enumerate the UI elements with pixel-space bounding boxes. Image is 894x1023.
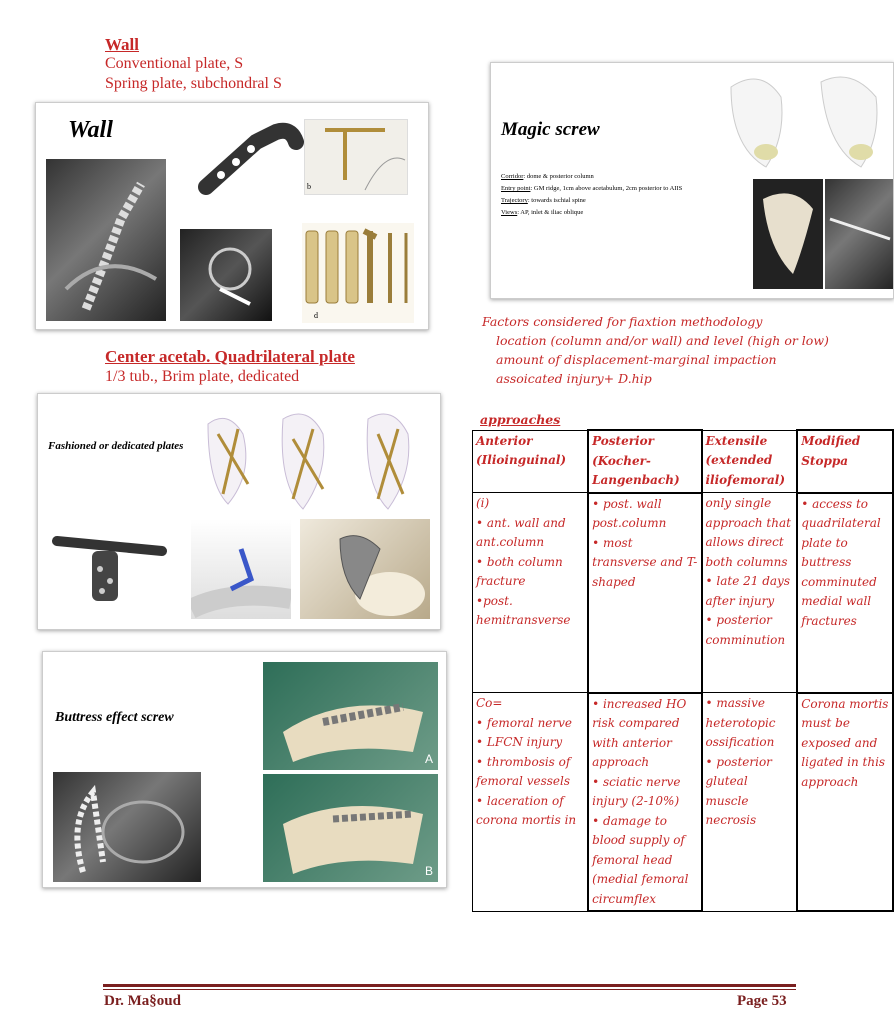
buttress-slide	[42, 651, 447, 888]
screw-icon	[305, 120, 409, 196]
plate-variants-image	[302, 223, 414, 323]
header-posterior: Posterior (Kocher-Langenbach)	[588, 430, 701, 493]
cell-stoppa-indications	[797, 493, 893, 693]
plates-slide-title: Fashioned or dedicated plates	[48, 440, 184, 452]
header-anterior: Anterior (Ilioinguinal)	[473, 430, 589, 493]
center-heading: Center acetab. Quadrilateral plate	[105, 347, 355, 366]
factor-item: amount of displacement-marginal impaction	[496, 352, 777, 367]
header-extensile: Extensile (extended iliofemoral)	[702, 430, 798, 493]
cell-extensile-indications	[702, 493, 798, 693]
bone-model-3d-image	[753, 179, 823, 289]
magic-screw-slide	[490, 62, 894, 299]
pelvis-xray-icon	[53, 772, 201, 882]
cell-line: •post. hemitransverse	[476, 593, 571, 627]
surgical-model-b-icon	[263, 774, 438, 882]
wall-line1: Conventional plate, S	[105, 55, 244, 72]
cell-line: only single approach that allows direct both columns	[705, 496, 791, 569]
photo-label-b: B	[425, 864, 434, 878]
views-text: : AP, inlet & iliac oblique	[517, 209, 584, 216]
table-row	[473, 693, 894, 912]
corridor-label: Corridor	[501, 173, 524, 180]
center-line1: 1/3 tub., Brim plate, dedicated	[105, 368, 300, 385]
plate-model-image	[191, 519, 291, 619]
wall-slide-title: Wall	[68, 117, 113, 143]
pelvis-xray-image	[53, 772, 201, 882]
cell-line: (i)	[476, 496, 490, 510]
cell-line: • access to quadrilateral plate to buttress comminuted medial wall fractures	[801, 496, 881, 628]
entry-label: Entry point	[501, 185, 531, 192]
surgical-model-icon	[263, 662, 438, 770]
plate-xray-icon	[46, 159, 166, 321]
plates-slide	[37, 393, 441, 630]
bone-3d-icon	[753, 179, 823, 289]
quadrilateral-plate-icon	[300, 519, 430, 619]
blue-plate-icon	[191, 519, 291, 619]
fig-letter-d: d	[314, 311, 318, 320]
wall-heading: Wall	[105, 35, 140, 54]
entry-text: : GM ridge, 1cm above acetabulum, 2cm posterior to AIIS	[530, 185, 683, 192]
approaches-table	[472, 429, 894, 912]
header-stoppa: Modified Stoppa	[797, 430, 893, 493]
footer-author: Dr. Ma§oud	[104, 993, 181, 1009]
views-label: Views	[501, 209, 518, 216]
cell-line: • both column fracture	[476, 554, 563, 588]
factors-block	[482, 312, 894, 388]
spring-plate-icon	[196, 117, 306, 207]
table-row	[473, 493, 894, 693]
ct-scan-icon	[180, 229, 272, 321]
ct-image	[180, 229, 272, 321]
trajectory-label: Trajectory	[501, 197, 528, 204]
cell-line: • ant. wall and ant.column	[476, 515, 566, 549]
cell-line: • late 21 days after injury	[705, 574, 790, 608]
factor-item: assoicated injury+ D.hip	[496, 371, 652, 386]
surgery-photo-a	[263, 662, 438, 770]
buttress-slide-title: Buttress effect screw	[55, 710, 174, 725]
surgery-photo-b	[263, 774, 438, 882]
plate-variants-icon	[302, 223, 414, 323]
cell-line: • sciatic nerve injury (2-10%)	[592, 774, 681, 808]
factors-title: Factors considered for fiaxtion methodology	[482, 314, 763, 329]
bone-model-image	[300, 519, 430, 619]
cell-line: • massive heterotopic ossification	[705, 696, 776, 749]
magic-screw-notes	[501, 171, 751, 219]
cell-line: Corona mortis must be exposed and ligated in this approach	[801, 696, 889, 789]
t-plate-icon	[52, 529, 172, 609]
fig-letter-b: b	[307, 182, 311, 191]
wall-line2: Spring plate, subchondral S	[105, 75, 282, 92]
cell-line: • damage to blood supply of femoral head (medial femoral circumflex	[592, 813, 689, 906]
wall-xray-image	[46, 159, 166, 321]
pelvis-models-icon	[198, 404, 438, 514]
factor-item: location (column and/or wall) and level (high or low)	[496, 333, 829, 348]
cell-line: • post. wall post.column	[592, 496, 667, 530]
corridor-text: : dome & posterior column	[523, 173, 594, 180]
screw-diagram-image	[304, 119, 408, 195]
magic-screw-title: Magic screw	[501, 119, 600, 140]
magic-xray-image	[825, 179, 894, 289]
pelvis-sketch-icon	[721, 67, 894, 175]
cell-line: • thrombosis of femoral vessels	[476, 754, 571, 788]
cell-line: • laceration of corona mortis in	[476, 793, 577, 827]
screw-xray-icon	[825, 179, 894, 289]
footer-rule	[103, 984, 796, 987]
cell-line: • posterior comminution	[705, 613, 786, 647]
photo-label-a: A	[425, 752, 434, 766]
trajectory-text: : towards ischial spine	[527, 197, 586, 204]
cell-line: • posterior gluteal muscle necrosis	[705, 754, 772, 827]
cell-posterior-indications	[588, 493, 701, 693]
cell-line: • LFCN injury	[476, 735, 563, 749]
cell-line: Co=	[476, 696, 503, 710]
cell-anterior-complications	[473, 693, 589, 912]
cell-line: • femoral nerve	[476, 715, 573, 730]
cell-line: • most transverse and T-shaped	[592, 535, 698, 589]
footer-rule-thin	[103, 989, 796, 990]
cell-anterior-indications	[473, 493, 589, 693]
cell-posterior-complications	[588, 693, 701, 912]
footer-page-number: Page 53	[737, 993, 787, 1009]
approaches-label: approaches	[480, 412, 561, 427]
cell-extensile-complications	[702, 693, 798, 912]
wall-slide	[35, 102, 429, 330]
table-header-row	[473, 430, 894, 493]
cell-stoppa-complications	[797, 693, 893, 912]
cell-line: • increased HO risk compared with anterior approach	[592, 696, 687, 769]
